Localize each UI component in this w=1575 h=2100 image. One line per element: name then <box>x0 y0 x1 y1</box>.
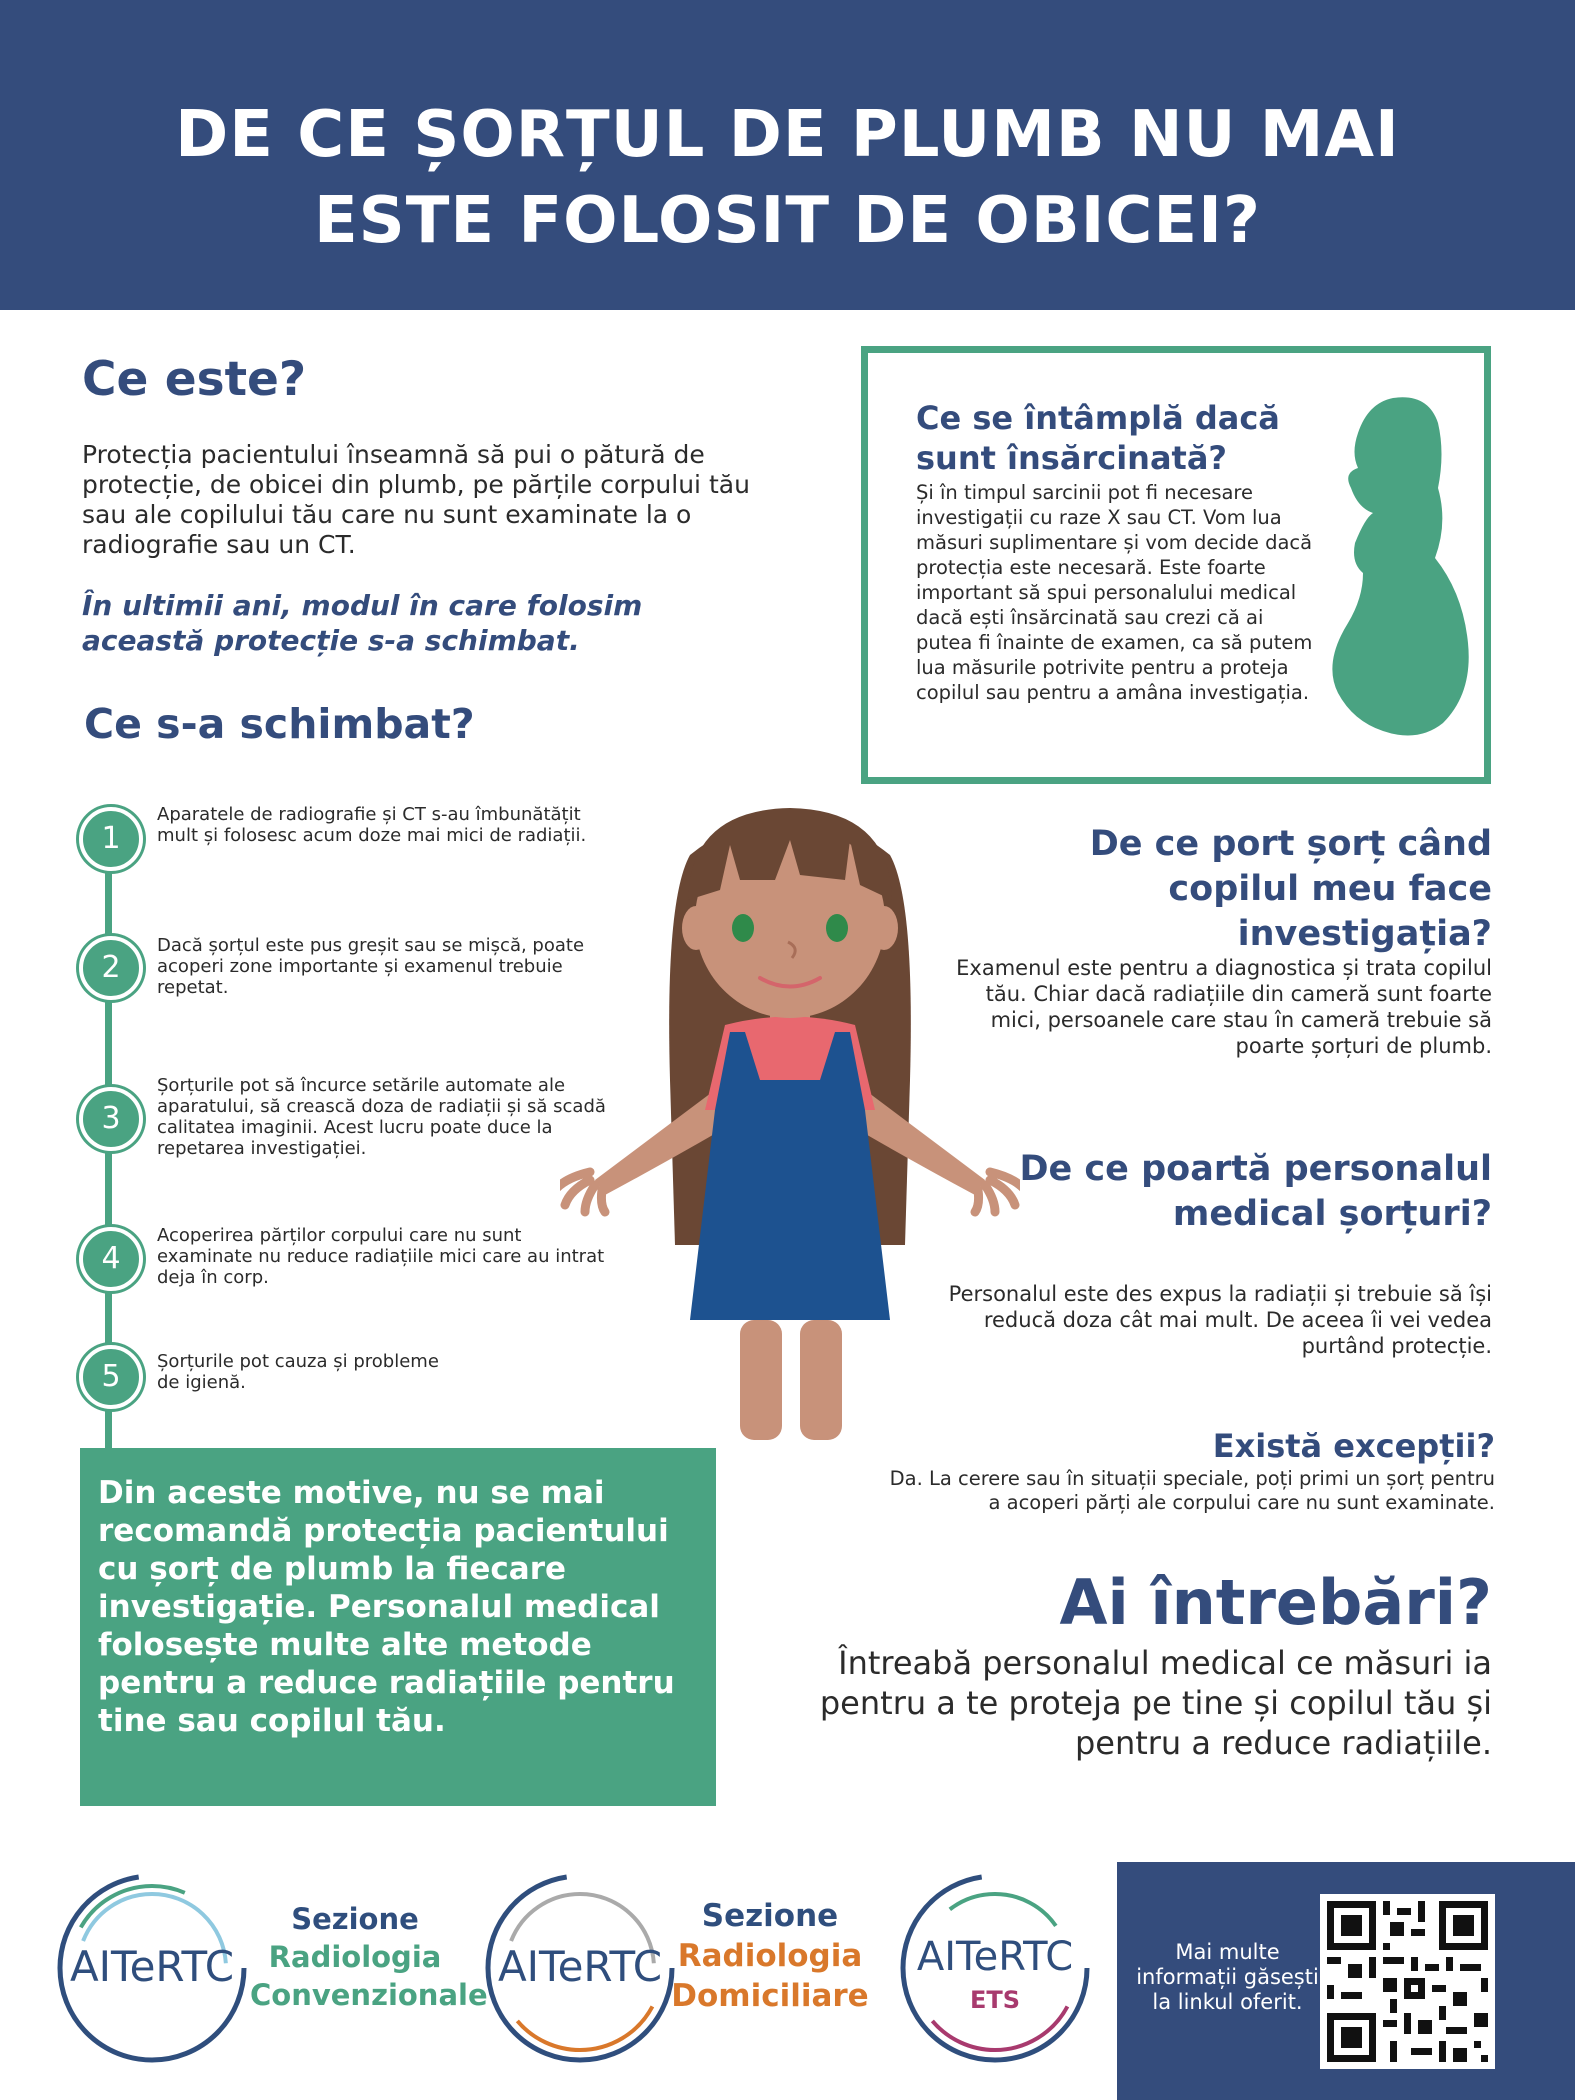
logo-name: AITeRTC <box>69 1942 235 1991</box>
logo-sub-line1: ETS <box>969 1986 1021 2014</box>
ce-este-note: În ultimii ani, modul în care folosim această protecție s-a schimbat. <box>82 589 643 657</box>
questions-heading: Ai întrebări? <box>1059 1566 1492 1639</box>
reasons-text: Din aceste motive, nu se mai recomandă protecția pacientului cu șorț de plumb la fiecare investigație. Personalul medical folosește multe alte metode pentru a reduce radiațiile pentru tine sau copilul tău. <box>98 1475 675 1739</box>
logo-sub-line3: Convenzionale <box>250 1978 488 2012</box>
footer-info-panel <box>1117 1862 1575 2100</box>
reasons-box <box>80 1448 716 1806</box>
pregnant-woman-icon <box>1323 393 1473 743</box>
page-title-line2: ESTE FOLOSIT DE OBICEI? <box>313 184 1262 258</box>
aitertc-logo-rings <box>895 1868 1095 2068</box>
step-text: Dacă șorțul este pus greșit sau se mișcă, poate acoperi zone importante și examenul trebuie repetat. <box>157 935 585 998</box>
page-title-line1: DE CE ȘORȚUL DE PLUMB NU MAI <box>175 98 1400 172</box>
step-number-badge: 5 <box>79 1345 143 1409</box>
step-number-badge: 2 <box>79 936 143 1000</box>
step-number-badge: 3 <box>79 1087 143 1151</box>
ce-este-text: Protecția pacientului înseamnă să pui o pătură de protecție, de obicei din plumb, pe părțile corpului tău sau ale copilului tău care nu sunt examinate la o radiografie sau un CT. <box>82 440 750 559</box>
logo-sub-line2: Radiologia <box>677 1938 863 1974</box>
logo-name: AITeRTC <box>916 1934 1074 1980</box>
q-staff-heading: De ce poartă personalul medical șorțuri? <box>1019 1149 1492 1234</box>
q-child-text: Examenul este pentru a diagnostica și trata copilul tău. Chiar dacă radiațiile din cameră sunt foarte mici, persoanele care stau în cameră trebuie să poarte șorțuri de plumb. <box>956 956 1492 1058</box>
step-text: Acoperirea părților corpului care nu sunt examinate nu reduce radiațiile mici care au intrat deja în corp. <box>157 1225 605 1288</box>
aitertc-logo-rings <box>480 1868 680 2068</box>
step-text: Șorțurile pot cauza și probleme de igienă. <box>157 1351 439 1393</box>
ce-este-heading: Ce este? <box>82 352 307 407</box>
q-child-heading: De ce port șorț când copilul meu face investigația? <box>1089 824 1492 954</box>
q-exceptions-heading: Există excepții? <box>1212 1427 1495 1465</box>
step-text: Aparatele de radiografie și CT s-au îmbunătățit mult și folosesc acum doze mai mici de radiații. <box>157 804 587 846</box>
page-title <box>0 92 1575 264</box>
qr-code-icon[interactable] <box>1320 1894 1495 2069</box>
questions-text: Întreabă personalul medical ce măsuri ia pentru a te proteja pe tine și copilul tău și pentru a reduce radiațiile. <box>819 1644 1492 1762</box>
logo-sub-line2: Radiologia <box>268 1940 442 1974</box>
step-number-badge: 4 <box>79 1227 143 1291</box>
logo-sub-line1: Sezione <box>291 1902 419 1936</box>
logo-sub-line1: Sezione <box>701 1898 839 1934</box>
q-staff-text: Personalul este des expus la radiații și trebuie să își reducă doza cât mai mult. De aceea îi vei vedea purtând protecție. <box>948 1282 1492 1358</box>
pregnancy-heading: Ce se întâmplă dacă sunt însărcinată? <box>916 399 1280 477</box>
pregnancy-box <box>861 346 1491 784</box>
step-text: Șorțurile pot să încurce setările automate ale aparatului, să crească doza de radiații și să scadă calitatea imaginii. Acest lucru poate duce la repetarea investigației. <box>157 1075 606 1159</box>
footer-info-text: Mai multe informații găsești la linkul oferit. <box>1136 1940 1319 2014</box>
pregnancy-text: Și în timpul sarcinii pot fi necesare investigații cu raze X sau CT. Vom lua măsuri suplimentare și vom decide dacă protecția este necesară. Este foarte important să spui personalului medical dacă ești însărcinată sau crezi că ai putea fi înainte de examen, ca să putem lua măsurile potrivite pentru a proteja copilul sau pentru a amâna investigația. <box>916 481 1313 704</box>
logo-sub-line3: Domiciliare <box>671 1978 869 2014</box>
step-number-badge: 1 <box>79 807 143 871</box>
logo-name: AITeRTC <box>497 1942 663 1991</box>
ce-sa-schimbat-heading: Ce s-a schimbat? <box>84 700 475 748</box>
q-exceptions-text: Da. La cerere sau în situații speciale, poți primi un șorț pentru a acoperi părți ale corpului care nu sunt examinate. <box>889 1467 1495 1514</box>
aitertc-logo-rings <box>52 1868 252 2068</box>
header-banner <box>0 0 1575 310</box>
